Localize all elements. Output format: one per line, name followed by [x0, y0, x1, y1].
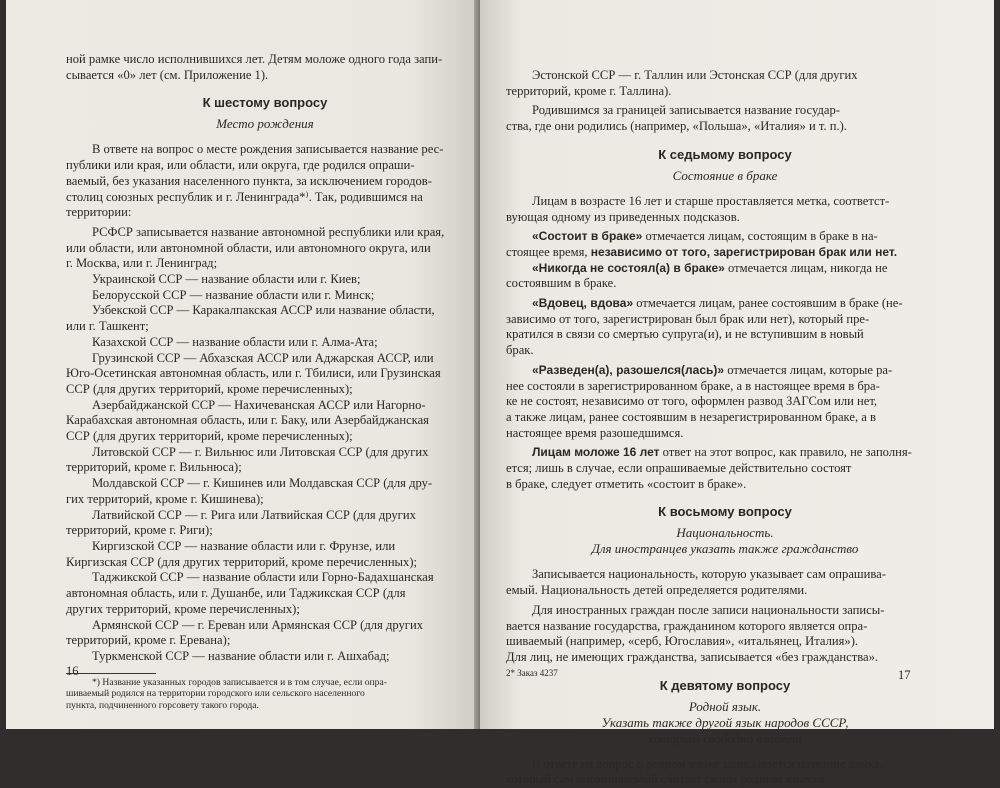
section-heading-6: К шестому вопросу: [202, 95, 328, 111]
text-line: РСФСР записывается название автономной республики или края,: [92, 224, 445, 239]
republic-entry: [66, 508, 464, 539]
text-line: ССР (для других территорий, кроме перечисленных);: [66, 381, 353, 396]
republic-entry: [66, 351, 464, 398]
married-item: [506, 229, 944, 292]
text-line: ССР (для других территорий, кроме перечисленных);: [66, 429, 353, 444]
text-line: Киргизская ССР (для других территорий, кроме перечисленных);: [66, 554, 418, 569]
widow-label: «Вдовец, вдова»: [532, 296, 634, 311]
text-span: стоящее время,: [506, 244, 591, 259]
text-line: Грузинской ССР — Абхазская АССР или Аджарская АССР, или: [92, 350, 434, 365]
native-language-paragraph: [506, 757, 944, 788]
widow-item: [506, 296, 944, 359]
text-line: ваемый, без указания населенного пункта, за исключением городов-: [66, 173, 432, 188]
text-line: Родившимся за границей записывается название государ-: [532, 103, 840, 118]
birthplace-paragraph: [66, 142, 464, 221]
text-line: автономная область, или г. Душанбе, или Таджикская ССР (для: [66, 586, 406, 601]
under16-item: [506, 445, 944, 492]
republic-entry: [66, 303, 464, 334]
footnote: [66, 677, 464, 712]
text-line: территорий, кроме г. Риги);: [66, 523, 213, 538]
section-heading-9: К девятому вопросу: [659, 677, 791, 693]
text-line: Записывается национальность, которую указывает сам опрашива-: [532, 567, 886, 582]
text-line: территорий, кроме г. Таллина).: [506, 83, 672, 98]
text-span: отмечается лицам, никогда не: [724, 260, 888, 275]
text-line: Украинской ССР — название области или г. Киев;: [92, 272, 361, 287]
text-line: Белорусской ССР — название области или г. Минск;: [92, 287, 375, 302]
footnote-line: пункта, подчиненного горсовету такого города.: [66, 699, 259, 711]
text-line: В ответе на вопрос о родном языке записывается название языка,: [532, 756, 883, 771]
text-span: отмечается лицам, состоящим в браке в на-: [642, 229, 878, 244]
under16-label: Лицам моложе 16 лет: [532, 445, 660, 460]
married-label: «Состоит в браке»: [532, 229, 643, 244]
text-line: других территорий, кроме перечисленных);: [66, 601, 300, 616]
republic-entry: [66, 618, 464, 649]
text-span: отмечается лицам, которые ра-: [724, 362, 893, 377]
intro-line: сывается «0» лет (см. Приложение 1).: [66, 67, 269, 82]
text-line: В ответе на вопрос о месте рождения записывается название рес-: [92, 142, 444, 157]
text-line: емый. Национальность детей определяется родителями.: [506, 583, 808, 598]
text-line: территорий, кроме г. Вильнюса);: [66, 460, 242, 475]
print-order-note: 2* Заказ 4237: [506, 668, 558, 678]
text-line: Эстонской ССР — г. Таллин или Эстонская ССР (для других: [532, 68, 858, 82]
text-line: территорий, кроме г. Еревана);: [66, 633, 231, 648]
republic-entry: [66, 288, 464, 304]
republic-entry: [66, 335, 464, 351]
text-line: Юго-Осетинская автономная область, или г. Тбилиси, или Грузинская: [66, 366, 441, 381]
section-heading-8: К восьмому вопросу: [658, 504, 792, 520]
page-number: 17: [898, 668, 911, 682]
text-line: который сам опрашиваемый считает своим родным языком.: [506, 772, 828, 787]
republic-list: [66, 225, 464, 665]
text-line: Киргизской ССР — название области или г. Фрунзе, или: [92, 538, 396, 553]
text-line: ется; лишь в случае, если опрашиваемые действительно состоят: [506, 461, 852, 476]
nationality-paragraph: [506, 567, 944, 598]
section-subheading-7: Состояние в браке: [672, 167, 778, 183]
subheading-line: Родной язык.: [688, 698, 762, 714]
section-subheading-8: [506, 525, 944, 557]
text-line: Для лиц, не имеющих гражданства, записывается «без гражданства».: [506, 649, 879, 664]
text-line: или г. Ташкент;: [66, 319, 149, 334]
text-line: Азербайджанской ССР — Нахичеванская АССР или Нагорно-: [92, 397, 426, 412]
republic-entry: [66, 539, 464, 570]
text-line: в браке, следует отметить «состоит в браке».: [506, 476, 747, 491]
marital-intro: [506, 194, 944, 225]
text-line: Лицам в возрасте 16 лет и старше проставляется метка, соответст-: [532, 193, 890, 208]
text-line: ства, где они родились (например, «Польша», «Италия» и т. п.).: [506, 119, 847, 134]
text-line: состоявшим в браке.: [506, 276, 617, 291]
republic-entry: [66, 570, 464, 617]
text-line: Литовской ССР — г. Вильнюс или Литовская ССР (для других: [92, 444, 429, 459]
text-line: территории:: [66, 205, 132, 220]
text-line: Армянской ССР — г. Ереван или Армянская ССР (для других: [92, 617, 424, 632]
text-line: зависимо от того, зарегистрирован был брак или нет), который пре-: [506, 311, 870, 326]
text-line: столиц союзных республик и г. Ленинграда*⁾. Так, родившимся на: [66, 189, 423, 204]
footnote-line: шиваемый родился на территории городского или сельского населенного: [66, 688, 365, 700]
divorced-label: «Разведен(а), разошелся(лась)»: [532, 362, 725, 377]
subheading-line: Указать также другой язык народов СССР,: [601, 714, 849, 730]
subheading-line: Национальность.: [676, 525, 774, 541]
section-subheading-9: [506, 699, 944, 747]
never-married-label: «Никогда не состоял(а) в браке»: [532, 260, 725, 275]
text-line: публики или края, или области, или округа, где родился опраши-: [66, 158, 415, 173]
republic-entry: [66, 272, 464, 288]
text-span: ответ на этот вопрос, как правило, не заполня-: [659, 445, 912, 460]
page-number: 16: [66, 664, 79, 678]
text-line: Узбекской ССР — Каракалпакская АССР или название области,: [92, 303, 435, 318]
bold-span: независимо от того, зарегистрирован брак или нет.: [590, 244, 898, 259]
subheading-line: которым свободно владеет: [648, 730, 802, 746]
footnote-divider: [66, 673, 156, 674]
text-line: гих территорий, кроме г. Кишинева);: [66, 491, 264, 506]
text-line: Молдавской ССР — г. Кишинев или Молдавская ССР (для дру-: [92, 476, 433, 491]
text-line: настоящее время разошедшимся.: [506, 425, 684, 440]
text-line: кратился в связи со смертью супруга(и), и не вступившим в новый: [506, 327, 864, 342]
text-line: Таджикской ССР — название области или Горно-Бадахшанская: [92, 570, 434, 585]
republic-entry: [66, 649, 464, 665]
section-subheading-6: Место рождения: [216, 116, 314, 132]
text-line: или области, или автономной области, или автономного округа, или: [66, 240, 431, 255]
republic-entry: [66, 445, 464, 476]
abroad-paragraph: [506, 103, 944, 134]
text-line: Для иностранных граждан после записи национальности записы-: [532, 602, 885, 617]
text-line: Латвийской ССР — г. Рига или Латвийская ССР (для других: [92, 507, 416, 522]
divorced-item: [506, 363, 944, 442]
text-line: вующая одному из приведенных подсказов.: [506, 209, 740, 224]
text-line: Туркменской ССР — название области или г. Ашхабад;: [92, 648, 390, 663]
citizenship-paragraph: [506, 603, 944, 666]
text-line: брак.: [506, 343, 534, 358]
text-line: вается название государства, гражданином которого является опра-: [506, 618, 868, 633]
footnote-line: *) Название указанных городов записывается и в том случае, если опра-: [92, 676, 387, 688]
text-line: Карабахская автономная область, или г. Баку, или Азербайджанская: [66, 413, 429, 428]
text-line: г. Москва, или г. Ленинград;: [66, 256, 218, 271]
republic-entry: [66, 398, 464, 445]
left-page: [6, 0, 480, 729]
subheading-line: Для иностранцев указать также гражданство: [591, 541, 859, 557]
intro-line: ной рамке число исполнившихся лет. Детям моложе одного года запи-: [66, 52, 443, 66]
text-line: Казахской ССР — название области или г. Алма-Ата;: [92, 334, 378, 349]
text-line: нее состояли в зарегистрированном браке, а в настоящее время в бра-: [506, 378, 880, 393]
section-heading-7: К седьмому вопросу: [658, 146, 792, 162]
text-line: ке не состоят, независимо от того, оформлен развод ЗАГСом или нет,: [506, 394, 878, 409]
text-line: а также лицам, ранее состоявшим в незарегистрированном браке, а в: [506, 409, 876, 424]
text-span: отмечается лицам, ранее состоявшим в браке (не-: [633, 296, 903, 311]
republic-entry: [66, 476, 464, 507]
republic-entry: [66, 225, 464, 272]
estonia-entry: [506, 68, 944, 99]
right-page: [480, 0, 994, 787]
text-line: шиваемый (например, «серб, Югославия», «итальянец, Италия»).: [506, 634, 859, 649]
